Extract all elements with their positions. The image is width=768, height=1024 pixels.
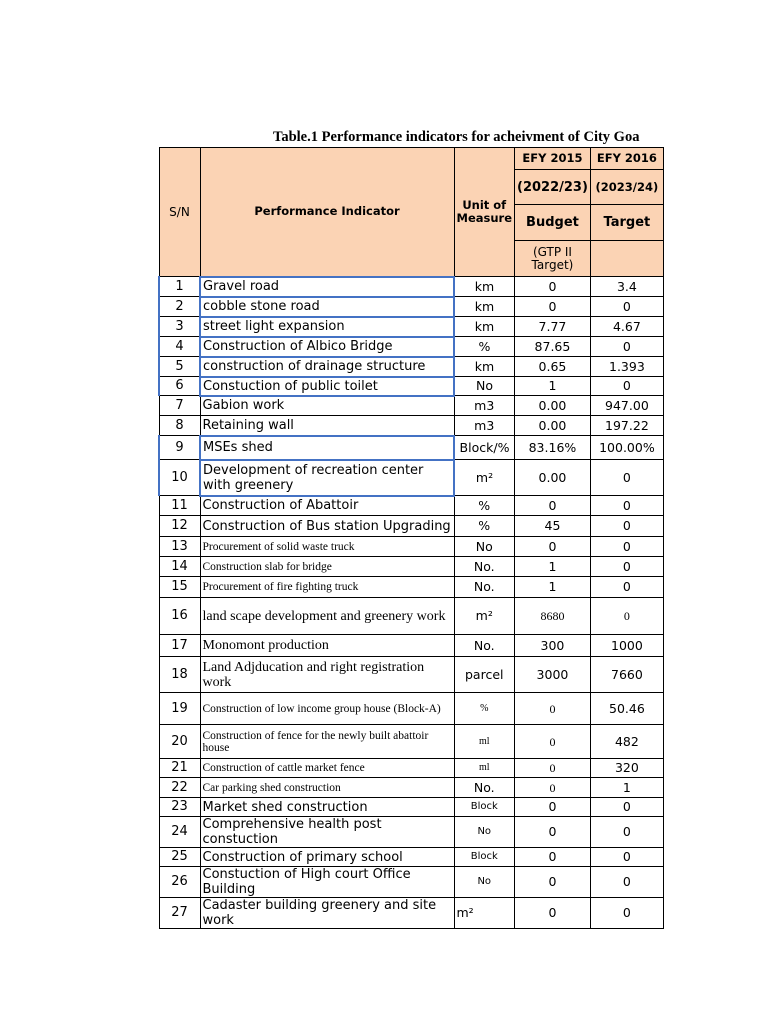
header-unit: Unit of Measure [454,148,515,277]
row-indicator: Procurement of solid waste truck [200,537,454,557]
row-budget: 1 [515,577,591,598]
row-target: 320 [590,759,663,778]
row-target: 0 [590,577,663,598]
header-empty [590,241,663,277]
table-row [159,725,663,759]
table-row [159,557,663,577]
table-row [159,496,663,516]
row-target: 0 [590,516,663,537]
table-row [159,867,663,898]
row-unit: km [454,297,515,317]
row-unit: km [454,357,515,377]
row-budget: 45 [515,516,591,537]
row-budget: 0 [515,277,591,297]
performance-table [158,147,664,929]
row-target: 0 [590,798,663,817]
row-indicator: Construction of primary school [200,848,454,867]
row-budget: 87.65 [515,337,591,357]
row-target: 0 [590,460,663,496]
header-year-2015: (2022/23) [515,170,591,205]
row-sn: 7 [159,396,200,416]
row-target: 7660 [590,657,663,693]
row-budget: 0 [515,759,591,778]
header-efy-2015: EFY 2015 [515,148,591,170]
table-row [159,377,663,396]
row-sn: 22 [159,778,200,798]
table-row [159,337,663,357]
row-target: 0 [590,867,663,898]
row-target: 0 [590,817,663,848]
table-row [159,396,663,416]
row-budget: 8680 [515,598,591,635]
row-budget: 0 [515,693,591,725]
row-unit: km [454,317,515,337]
row-indicator: MSEs shed [200,436,454,460]
row-indicator: Retaining wall [200,416,454,436]
table-row [159,693,663,725]
row-indicator: Constuction of High court Office Building [200,867,454,898]
row-indicator: Monomont production [200,635,454,657]
row-unit: No [454,377,515,396]
row-unit: Block/% [454,436,515,460]
row-indicator: Constuction of public toilet [200,377,454,396]
table-title: Table.1 Performance indicators for acheivment of City Goa [273,129,640,145]
row-budget: 1 [515,557,591,577]
table-row [159,759,663,778]
row-unit: No. [454,778,515,798]
row-unit: m² [454,898,515,929]
table-row [159,357,663,377]
row-target: 0 [590,337,663,357]
row-sn: 9 [159,436,200,460]
row-sn: 6 [159,377,200,396]
row-sn: 10 [159,460,200,496]
row-indicator: construction of drainage structure [200,357,454,377]
table-row [159,416,663,436]
table-row [159,817,663,848]
table-row [159,297,663,317]
row-indicator: Gabion work [200,396,454,416]
row-budget: 0 [515,867,591,898]
row-unit: No [454,867,515,898]
row-target: 482 [590,725,663,759]
table-row [159,436,663,460]
row-budget: 0 [515,817,591,848]
row-indicator: Car parking shed construction [200,778,454,798]
row-target: 0 [590,557,663,577]
header-target: Target [590,205,663,241]
row-target: 0 [590,898,663,929]
table-row [159,657,663,693]
row-target: 1.393 [590,357,663,377]
row-sn: 17 [159,635,200,657]
row-sn: 16 [159,598,200,635]
row-sn: 14 [159,557,200,577]
row-budget: 0 [515,725,591,759]
row-indicator: Comprehensive health post constuction [200,817,454,848]
row-sn: 19 [159,693,200,725]
header-sn: S/N [159,148,200,277]
row-sn: 27 [159,898,200,929]
header-budget: Budget [515,205,591,241]
row-indicator: Construction of Albico Bridge [200,337,454,357]
row-budget: 0 [515,798,591,817]
row-unit: km [454,277,515,297]
row-budget: 0 [515,898,591,929]
row-budget: 1 [515,377,591,396]
table-row [159,460,663,496]
row-target: 947.00 [590,396,663,416]
row-unit: % [454,693,515,725]
row-sn: 4 [159,337,200,357]
row-sn: 12 [159,516,200,537]
row-indicator: Gravel road [200,277,454,297]
row-unit: % [454,337,515,357]
row-sn: 11 [159,496,200,516]
table-row [159,537,663,557]
table-row [159,898,663,929]
row-target: 0 [590,598,663,635]
row-sn: 18 [159,657,200,693]
table-row [159,577,663,598]
row-indicator: street light expansion [200,317,454,337]
row-indicator: cobble stone road [200,297,454,317]
row-indicator: Development of recreation center with greenery [200,460,454,496]
row-sn: 20 [159,725,200,759]
row-unit: Block [454,848,515,867]
row-sn: 26 [159,867,200,898]
row-target: 100.00% [590,436,663,460]
row-sn: 15 [159,577,200,598]
row-target: 0 [590,848,663,867]
row-budget: 3000 [515,657,591,693]
row-sn: 2 [159,297,200,317]
table-row [159,848,663,867]
row-target: 50.46 [590,693,663,725]
row-unit: m3 [454,396,515,416]
table-row [159,635,663,657]
row-unit: No. [454,635,515,657]
row-unit: No [454,817,515,848]
row-unit: % [454,496,515,516]
header-year-2016: (2023/24) [590,170,663,205]
header-efy-2016: EFY 2016 [590,148,663,170]
row-target: 1 [590,778,663,798]
row-unit: parcel [454,657,515,693]
row-sn: 24 [159,817,200,848]
row-sn: 5 [159,357,200,377]
row-budget: 0 [515,537,591,557]
row-indicator: Cadaster building greenery and site work [200,898,454,929]
row-indicator: Land Adjducation and right registration work [200,657,454,693]
row-unit: ml [454,725,515,759]
table-row [159,277,663,297]
row-sn: 1 [159,277,200,297]
row-target: 4.67 [590,317,663,337]
row-unit: m² [454,598,515,635]
row-unit: Block [454,798,515,817]
row-budget: 0.00 [515,396,591,416]
row-sn: 23 [159,798,200,817]
row-target: 0 [590,297,663,317]
row-indicator: Construction slab for bridge [200,557,454,577]
row-unit: No [454,537,515,557]
row-indicator: Construction of Bus station Upgrading [200,516,454,537]
table-row [159,317,663,337]
row-unit: ml [454,759,515,778]
row-budget: 7.77 [515,317,591,337]
header-row-1 [159,148,663,170]
row-budget: 0.00 [515,460,591,496]
row-sn: 21 [159,759,200,778]
row-sn: 13 [159,537,200,557]
row-indicator: Market shed construction [200,798,454,817]
row-target: 3.4 [590,277,663,297]
header-indicator: Performance Indicator [200,148,454,277]
row-target: 0 [590,377,663,396]
row-target: 1000 [590,635,663,657]
table-row [159,778,663,798]
row-sn: 8 [159,416,200,436]
row-indicator: Construction of low income group house (Block-A) [200,693,454,725]
header-gtp: (GTP II Target) [515,241,591,277]
row-budget: 0.65 [515,357,591,377]
table-row [159,516,663,537]
row-budget: 300 [515,635,591,657]
row-indicator: land scape development and greenery work [200,598,454,635]
table-row [159,598,663,635]
row-budget: 0 [515,778,591,798]
row-budget: 0 [515,496,591,516]
row-target: 0 [590,496,663,516]
row-sn: 25 [159,848,200,867]
row-indicator: Construction of cattle market fence [200,759,454,778]
row-unit: % [454,516,515,537]
row-unit: m² [454,460,515,496]
row-indicator: Procurement of fire fighting truck [200,577,454,598]
row-unit: No. [454,577,515,598]
row-target: 0 [590,537,663,557]
table-row [159,798,663,817]
row-indicator: Construction of fence for the newly built abattoir house [200,725,454,759]
row-unit: m3 [454,416,515,436]
row-budget: 0 [515,848,591,867]
row-indicator: Construction of Abattoir [200,496,454,516]
row-budget: 0.00 [515,416,591,436]
row-budget: 0 [515,297,591,317]
row-sn: 3 [159,317,200,337]
row-budget: 83.16% [515,436,591,460]
row-unit: No. [454,557,515,577]
row-target: 197.22 [590,416,663,436]
